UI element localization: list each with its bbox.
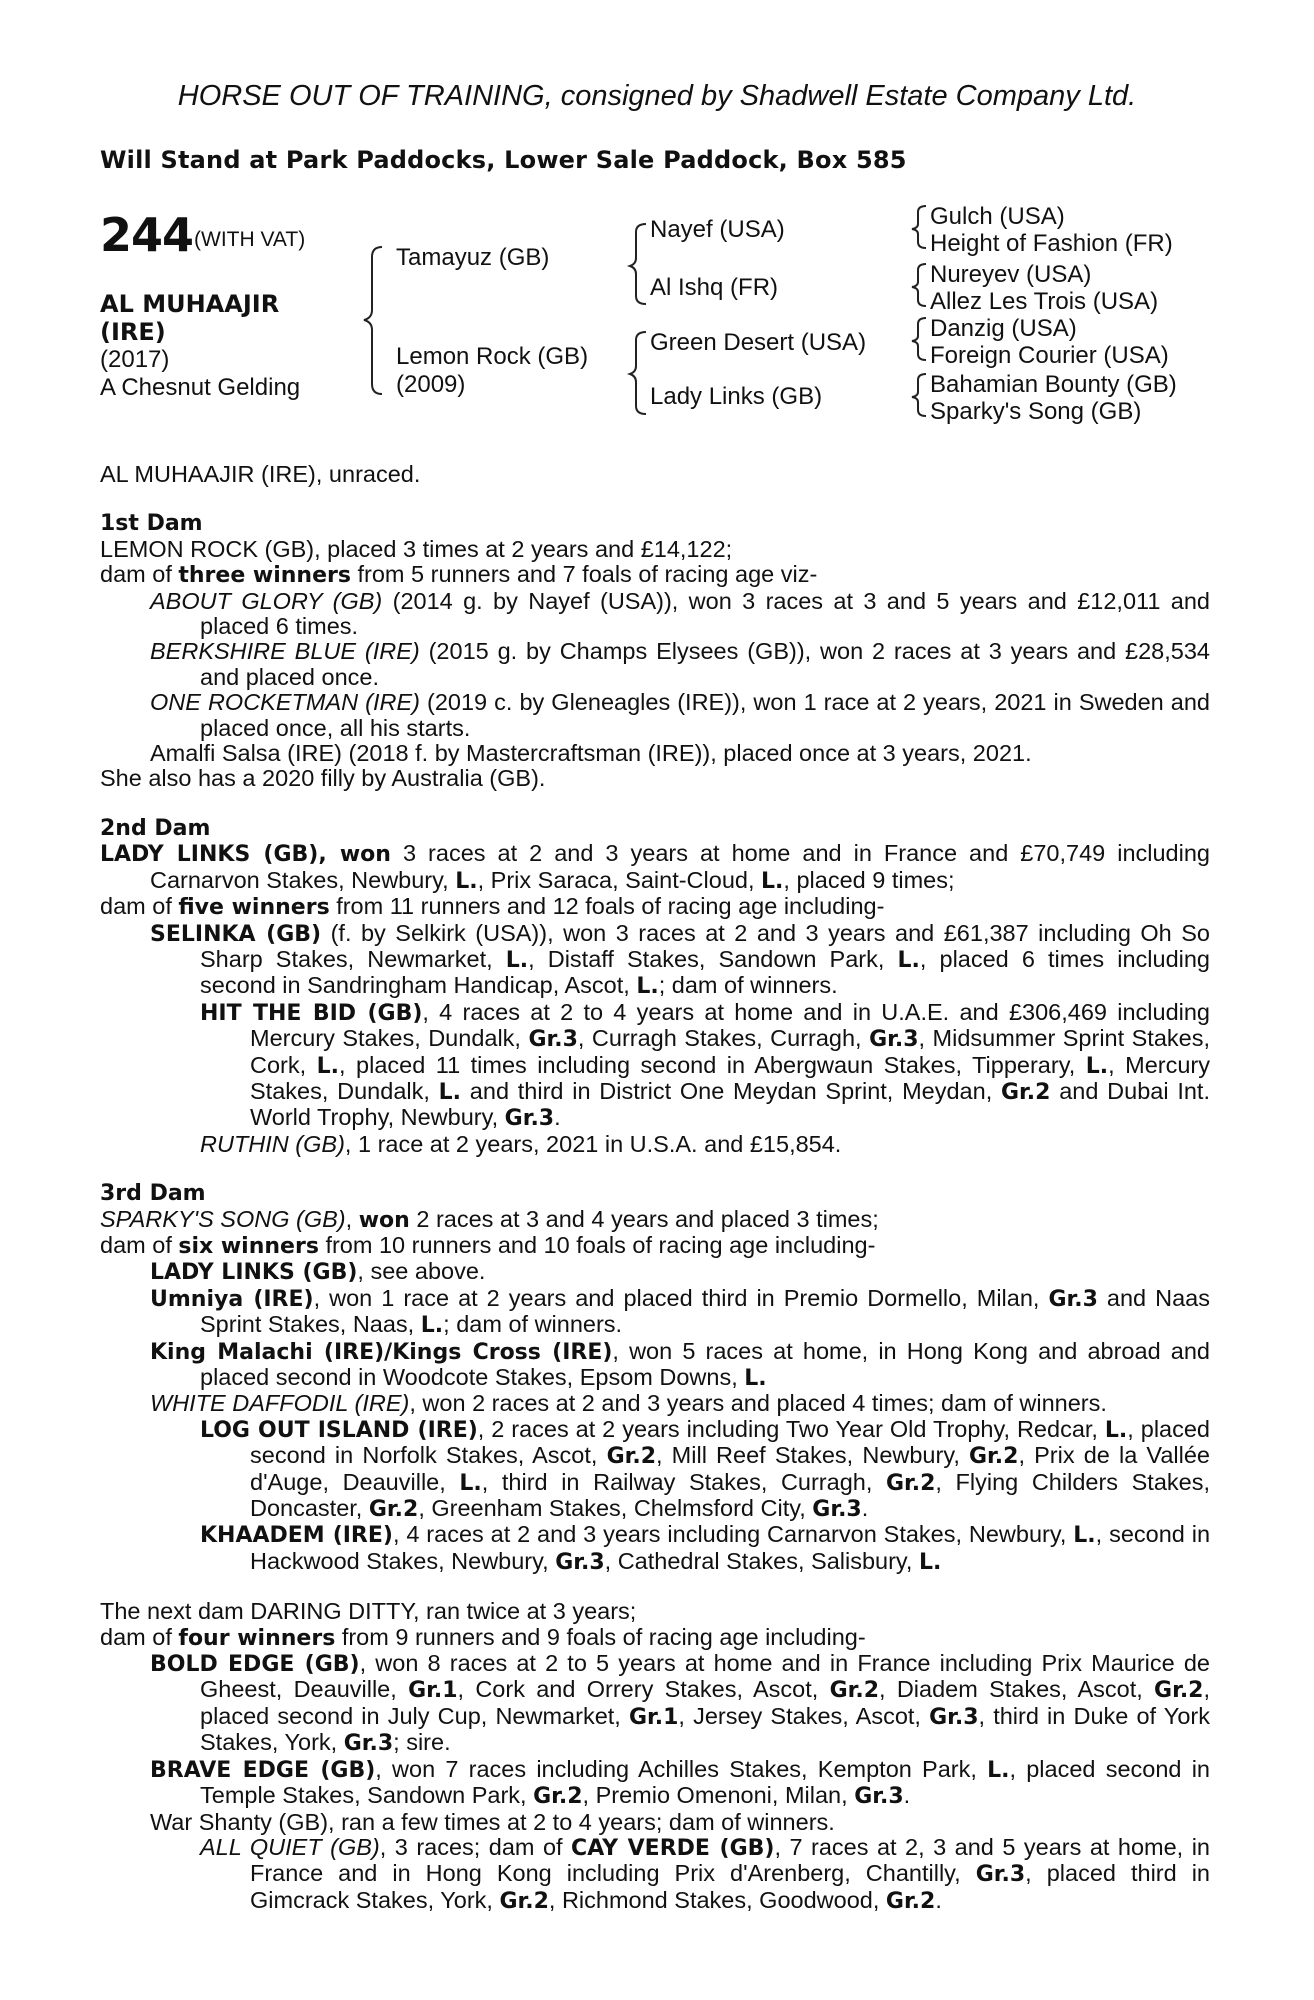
produce-entry: LADY LINKS (GB), see above.: [150, 1258, 486, 1286]
vat-note: (WITH VAT): [194, 228, 306, 251]
produce-entry: Umniya (IRE), won 1 race at 2 years and placed third in Premio Dormello, Milan, Gr.3 and Naas Sprint Stakes, Naas, L.; dam of winners.: [150, 1284, 1210, 1339]
next-dam-winners: dam of four winners from 9 runners and 9 foals of racing age including-: [100, 1623, 866, 1651]
horse-name-line2: (IRE): [100, 318, 166, 346]
ancestor-8: Sparky's Song (GB): [930, 398, 1142, 425]
produce-entry: BRAVE EDGE (GB), won 7 races including Achilles Stakes, Kempton Park, L., placed second in Temple Stakes, Sandown Park, Gr.2, Premio Omenoni, Milan, Gr.3.: [150, 1755, 1210, 1810]
ancestor-2: Height of Fashion (FR): [930, 230, 1173, 257]
produce-entry: RUTHIN (GB), 1 race at 2 years, 2021 in U.S.A. and £15,854.: [200, 1130, 842, 1157]
dam-year: (2009): [396, 371, 466, 398]
produce-entry: ONE ROCKETMAN (IRE) (2019 c. by Gleneagles (IRE)), won 1 race at 2 years, 2021 in Sweden and placed once, all his starts.: [150, 689, 1210, 741]
stand-location: Will Stand at Park Paddocks, Lower Sale Paddock, Box 585: [100, 146, 907, 174]
produce-entry: LOG OUT ISLAND (IRE), 2 races at 2 years including Two Year Old Trophy, Redcar, L., placed second in Norfolk Stakes, Ascot, Gr.2, Mill Reef Stakes, Newbury, Gr.2, Prix de la Vallée d'Auge, Deauville, L., third in Railway Stakes, Curragh, Gr.2, Flying Childers Stakes, Doncaster, Gr.2, Greenham Stakes, Chelmsford City, Gr.3.: [200, 1415, 1211, 1523]
second-dam-winners: dam of five winners from 11 runners and 12 foals of racing age including-: [100, 893, 885, 921]
produce-entry: SELINKA (GB) (f. by Selkirk (USA)), won 3 races at 2 and 3 years and £61,387 including Oh So Sharp Stakes, Newmarket, L., Distaff Stakes, Sandown Park, L., placed 6 times including second in Sandringham Handicap, Ascot, L.; dam of winners.: [150, 919, 1210, 1000]
ancestor-7: Bahamian Bounty (GB): [930, 371, 1177, 398]
dam-dam: Lady Links (GB): [650, 383, 823, 410]
horse-year: (2017): [100, 346, 170, 373]
produce-entry: KHAADEM (IRE), 4 races at 2 and 3 years including Carnarvon Stakes, Newbury, L., second in Hackwood Stakes, Newbury, Gr.3, Cathedral Stakes, Salisbury, L.: [200, 1521, 1211, 1575]
produce-entry: Amalfi Salsa (IRE) (2018 f. by Mastercraftsman (IRE)), placed once at 3 years, 2021.: [150, 740, 1032, 767]
second-dam-heading: 2nd Dam: [100, 815, 211, 841]
produce-entry: King Malachi (IRE)/Kings Cross (IRE), won 5 races at home, in Hong Kong and abroad and placed second in Woodcote Stakes, Epsom Downs, L.: [150, 1337, 1210, 1391]
dam: Lemon Rock (GB): [396, 343, 589, 370]
dam-sire: Green Desert (USA): [650, 329, 867, 356]
produce-note: She also has a 2020 filly by Australia (GB).: [100, 765, 546, 792]
produce-entry: ABOUT GLORY (GB) (2014 g. by Nayef (USA)), won 3 races at 3 and 5 years and £12,011 and placed 6 times.: [150, 587, 1210, 640]
horse-name-line1: AL MUHAAJIR: [100, 290, 280, 318]
ancestor-1: Gulch (USA): [930, 203, 1065, 230]
horse-description: A Chesnut Gelding: [100, 374, 301, 401]
produce-entry: ALL QUIET (GB), 3 races; dam of CAY VERDE (GB), 7 races at 2, 3 and 5 years at home, in France and in Hong Kong including Prix d'Arenberg, Chantilly, Gr.3, placed third in Gimcrack Stakes, York, Gr.2, Richmond Stakes, Goodwood, Gr.2.: [200, 1833, 1210, 1914]
lot-number: 244: [100, 208, 194, 262]
third-dam-line: SPARKY'S SONG (GB), won 2 races at 3 and 4 years and placed 3 times;: [100, 1205, 879, 1233]
ancestor-3: Nureyev (USA): [930, 261, 1092, 288]
second-dam-line: LADY LINKS (GB), won 3 races at 2 and 3 years at home and in France and £70,749 including Carnarvon Stakes, Newbury, L., Prix Saraca, Saint-Cloud, L., placed 9 times;: [100, 840, 1210, 894]
first-dam-heading: 1st Dam: [100, 511, 203, 537]
produce-entry: BOLD EDGE (GB), won 8 races at 2 to 5 years at home and in France including Prix Maurice de Gheest, Deauville, Gr.1, Cork and Orrery Stakes, Ascot, Gr.2, Diadem Stakes, Ascot, Gr.2, placed second in July Cup, Newmarket, Gr.1, Jersey Stakes, Ascot, Gr.3, third in Duke of York Stakes, York, Gr.3; sire.: [150, 1650, 1211, 1757]
produce-entry: BERKSHIRE BLUE (IRE) (2015 g. by Champs Elysees (GB)), won 2 races at 3 years and £28,534 and placed once.: [150, 638, 1210, 690]
sire-dam: Al Ishq (FR): [650, 274, 779, 301]
page-title: HORSE OUT OF TRAINING, consigned by Shadwell Estate Company Ltd.: [177, 80, 1137, 112]
ancestor-4: Allez Les Trois (USA): [930, 288, 1159, 315]
ancestor-5: Danzig (USA): [930, 315, 1077, 342]
produce-entry: HIT THE BID (GB), 4 races at 2 to 4 years at home and in U.A.E. and £306,469 including Mercury Stakes, Dundalk, Gr.3, Curragh Stakes, Curragh, Gr.3, Midsummer Sprint Stakes, Cork, L., placed 11 times including second in Abergwaun Stakes, Tipperary, L., Mercury Stakes, Dundalk, L. and third in District One Meydan Sprint, Meydan, Gr.2 and Dubai Int. World Trophy, Newbury, Gr.3.: [200, 998, 1210, 1132]
produce-record: [100, 462, 1210, 1914]
sire-sire: Nayef (USA): [650, 216, 785, 243]
produce-entry: WHITE DAFFODIL (IRE), won 2 races at 2 and 3 years and placed 4 times; dam of winners.: [150, 1390, 1107, 1417]
produce-entry: War Shanty (GB), ran a few times at 2 to 4 years; dam of winners.: [150, 1808, 835, 1835]
next-dam-line: The next dam DARING DITTY, ran twice at 3 years;: [100, 1598, 637, 1625]
first-dam-winners: dam of three winners from 5 runners and 7 foals of racing age viz-: [100, 561, 818, 589]
intro-line: AL MUHAAJIR (IRE), unraced.: [100, 461, 421, 487]
ancestor-6: Foreign Courier (USA): [930, 342, 1169, 369]
third-dam-winners: dam of six winners from 10 runners and 10 foals of racing age including-: [100, 1231, 876, 1259]
first-dam-line: LEMON ROCK (GB), placed 3 times at 2 years and £14,122;: [100, 535, 733, 562]
third-dam-heading: 3rd Dam: [100, 1181, 206, 1207]
sire: Tamayuz (GB): [396, 244, 550, 271]
